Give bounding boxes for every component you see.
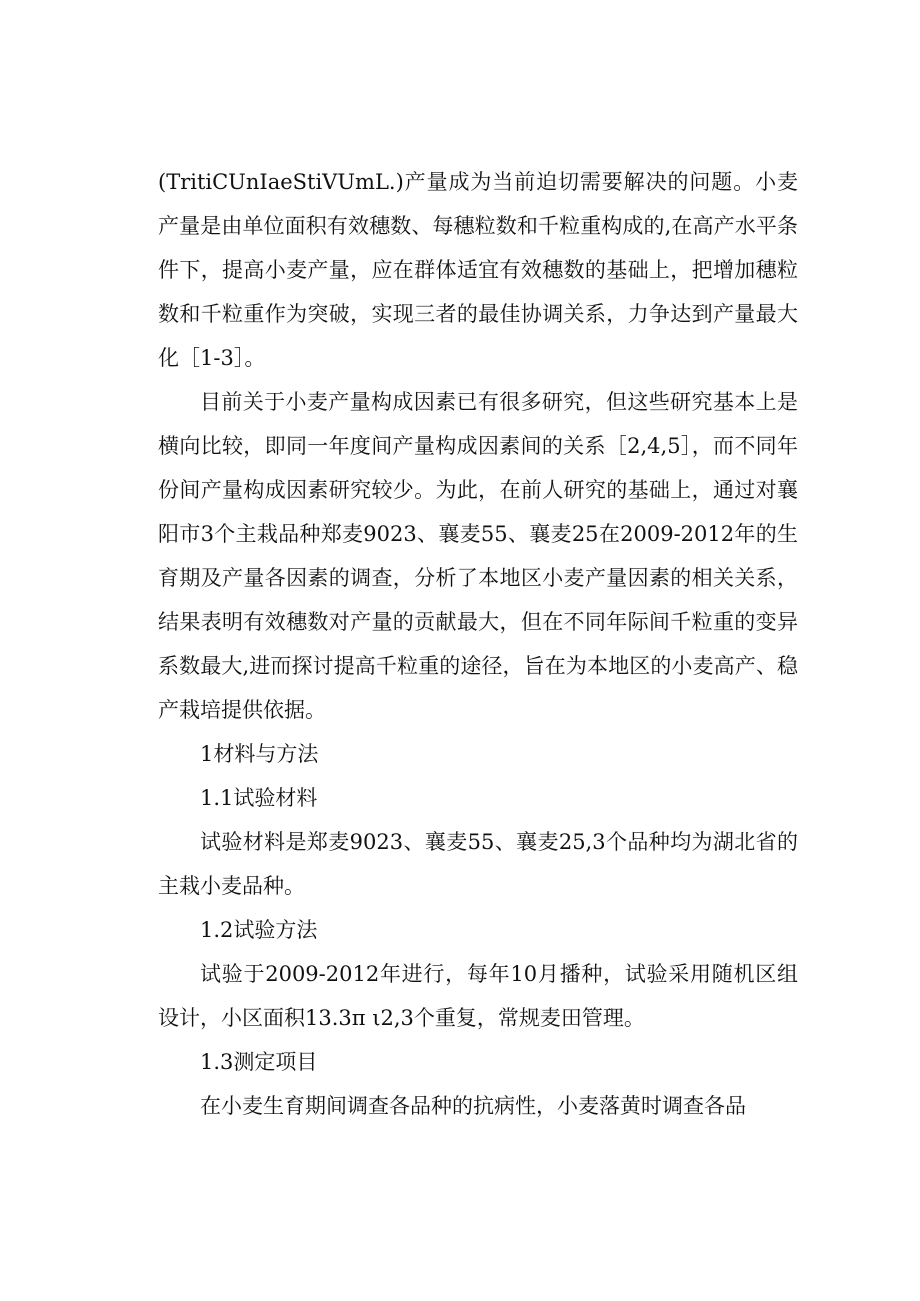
document-page <box>158 160 798 1128</box>
paragraph-methods: 试验于2009-2012年进行，每年10月播种，试验采用随机区组设计，小区面积13.3π ι2,3个重复，常规麦田管理。 <box>158 962 798 1030</box>
section-heading-1-2: 1.2试验方法 <box>200 918 318 942</box>
paragraph-measurements: 在小麦生育期间调查各品种的抗病性，小麦落黄时调查各品 <box>200 1094 746 1118</box>
section-heading-1-3: 1.3测定项目 <box>200 1050 318 1074</box>
paragraph-intro-research: 目前关于小麦产量构成因素已有很多研究，但这些研究基本上是横向比较，即同一年度间产量构成因素间的关系［2,4,5］，而不同年份间产量构成因素研究较少。为此，在前人研究的基础上，通过对襄阳市3个主栽品种郑麦9023、襄麦55、襄麦25在2009-2012年的生育期及产量各因素的调查，分析了本地区小麦产量因素的相关关系，结果表明有效穗数对产量的贡献最大，但在不同年际间千粒重的变异系数最大,进而探讨提高千粒重的途径，旨在为本地区的小麦高产、稳产栽培提供依据。 <box>158 390 798 722</box>
paragraph-intro-continuation: (TritiCUnIaeStiVUmL.)产量成为当前迫切需要解决的问题。小麦产量是由单位面积有效穗数、每穗粒数和千粒重构成的,在高产水平条件下，提高小麦产量，应在群体适宜有效穗数的基础上，把增加穗粒数和千粒重作为突破，实现三者的最佳协调关系，力争达到产量最大化［1-3］。 <box>158 170 798 370</box>
section-heading-1: 1材料与方法 <box>200 742 319 766</box>
section-heading-1-1: 1.1试验材料 <box>200 786 318 810</box>
paragraph-materials: 试验材料是郑麦9023、襄麦55、襄麦25,3个品种均为湖北省的主栽小麦品种。 <box>158 830 798 898</box>
